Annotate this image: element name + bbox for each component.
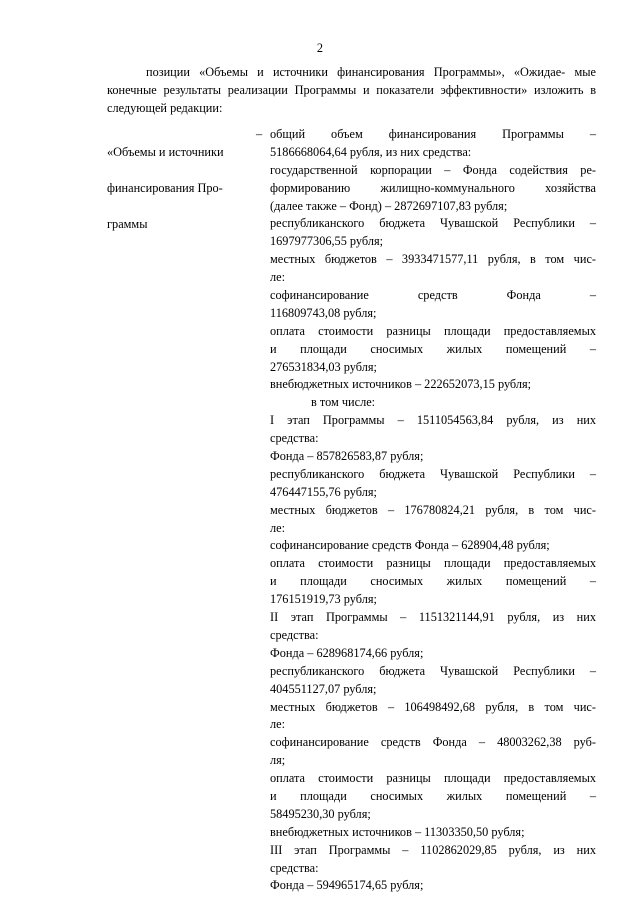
financing-detail-line: в том числе:	[311, 395, 376, 410]
financing-detail-line: местных бюджетов – 176780824,21 рубля, в том чис-	[270, 502, 596, 517]
financing-detail-line: оплата стоимости разницы площади предоставляемых	[270, 323, 596, 338]
financing-detail-line: I этап Программы – 1511054563,84 рубля, из них	[270, 413, 596, 428]
financing-label	[107, 126, 255, 251]
financing-detail-line: местных бюджетов – 106498492,68 рубля, в том чис-	[270, 699, 596, 714]
intro-line: изложить в следующей редакции:	[107, 82, 597, 115]
financing-label-line: финансирования Про-	[107, 180, 223, 195]
financing-detail-line: 276531834,03 рубля;	[270, 359, 377, 374]
financing-detail-line: республиканского бюджета Чувашской Республики –	[270, 216, 596, 231]
financing-detail-line: 1697977306,55 рубля;	[270, 234, 384, 249]
financing-detail-line: ле:	[270, 717, 286, 732]
financing-label-line: «Объемы и источники	[107, 144, 224, 159]
financing-details	[270, 126, 596, 895]
financing-detail-line: III этап Программы – 1102862029,85 рубля, из них	[270, 842, 596, 857]
intro-line: мые конечные результаты реализации Программы и показатели эффективности»	[107, 65, 596, 97]
financing-detail-line: государственной корпорации – Фонда содействия ре-	[270, 162, 596, 177]
financing-detail-line: республиканского бюджета Чувашской Республики –	[270, 466, 596, 481]
financing-detail-line: Фонда – 857826583,87 рубля;	[270, 449, 424, 464]
financing-detail-line: ле:	[270, 270, 286, 285]
financing-detail-line: средства:	[270, 860, 319, 875]
financing-detail-line: (далее также – Фонд) – 2872697107,83 рубля;	[270, 198, 508, 213]
financing-label-line: граммы	[107, 216, 148, 231]
financing-detail-line: и площади сносимых жилых помещений –	[270, 341, 596, 356]
financing-detail-line: 404551127,07 рубля;	[270, 681, 377, 696]
financing-detail-line: II этап Программы – 1151321144,91 рубля, из них	[270, 610, 596, 625]
financing-detail-line: ля;	[270, 753, 286, 768]
label-dash: –	[256, 127, 263, 141]
financing-detail-line: оплата стоимости разницы площади предоставляемых	[270, 556, 596, 571]
financing-detail-line: и площади сносимых жилых помещений –	[270, 574, 596, 589]
financing-detail-line: софинансирование средств Фонда –	[270, 288, 596, 303]
financing-detail-line: Фонда – 628968174,66 рубля;	[270, 645, 424, 660]
page-number: 2	[316, 41, 324, 55]
financing-detail-line: формированию жилищно-коммунального хозяйства	[270, 180, 596, 195]
financing-detail-line: 476447155,76 рубля;	[270, 484, 377, 499]
financing-detail-line: софинансирование средств Фонда – 628904,48 рубля;	[270, 538, 550, 553]
financing-detail-line: общий объем финансирования Программы –	[270, 127, 596, 141]
financing-detail-line: средства:	[270, 627, 319, 642]
financing-detail-line: ле:	[270, 520, 286, 535]
financing-detail-line: внебюджетных источников – 11303350,50 рубля;	[270, 824, 525, 839]
financing-detail-line: 5186668064,64 рубля, из них средства:	[270, 144, 472, 159]
financing-detail-line: и площади сносимых жилых помещений –	[270, 788, 596, 803]
financing-detail-line: внебюджетных источников – 222652073,15 рубля;	[270, 377, 532, 392]
financing-detail-line: местных бюджетов – 3933471577,11 рубля, в том чис-	[270, 252, 596, 267]
financing-detail-line: 58495230,30 рубля;	[270, 806, 371, 821]
financing-detail-line: Фонда – 594965174,65 рубля;	[270, 878, 424, 893]
intro-line: позиции «Объемы и источники финансирования Программы», «Ожидае-	[146, 65, 566, 79]
financing-detail-line: 176151919,73 рубля;	[270, 592, 377, 607]
financing-detail-line: софинансирование средств Фонда – 48003262,38 руб-	[270, 735, 596, 750]
financing-detail-line: оплата стоимости разницы площади предоставляемых	[270, 771, 596, 786]
intro-paragraph	[107, 64, 596, 118]
financing-detail-line: республиканского бюджета Чувашской Республики –	[270, 663, 596, 678]
financing-detail-line: средства:	[270, 431, 319, 446]
financing-detail-line: 116809743,08 рубля;	[270, 305, 377, 320]
